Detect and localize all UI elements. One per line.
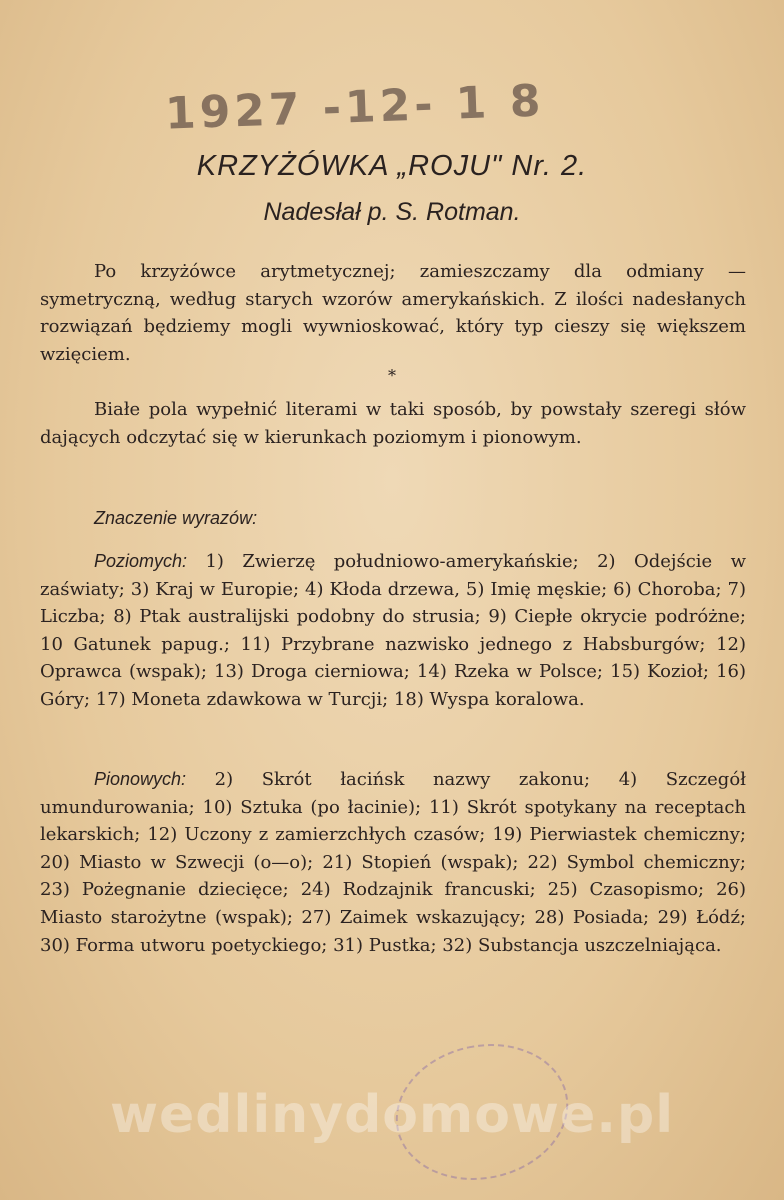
handwritten-date-note: 1927 -12- 1 8: [164, 75, 546, 140]
author-line: Nadesłał p. S. Rotman.: [263, 198, 521, 226]
intro-text: Po krzyżówce arytmetycznej; zamieszczamy dla odmiany — symetryczną, według starych wzorów amerykańskich. Z ilości nadesłanych rozwiązań będziemy mogli wywnioskować, który typ cieszy się większem wzięciem.: [40, 261, 746, 365]
vertical-clues: [40, 766, 746, 959]
meanings-heading: Znaczenie wyrazów:: [94, 508, 258, 528]
horizontal-label: Poziomych:: [94, 551, 188, 571]
vertical-clues-text: 2) Skrót łacińsk nazwy zakonu; 4) Szczegół umundurowania; 10) Sztuka (po łacinie); 11) Skrót spotykany na receptach lekarskich; 12) Uczony z zamierzchłych czasów; 19) Pierwiastek chemiczny; 20) Miasto w Szwecji (o—o); 21) Stopień (wspak); 22) Symbol chemiczny; 23) Pożegnanie dziecięce; 24) Rodzajnik francuski; 25) Czasopismo; 26) Miasto starożytne (wspak); 27) Zaimek wskazujący; 28) Posiada; 29) Łódź; 30) Forma utworu poetyckiego; 31) Pustka; 32) Substancja uszczelniająca.: [40, 769, 746, 956]
instructions-paragraph: [40, 396, 746, 451]
intro-paragraph: [40, 258, 746, 368]
horizontal-clues: [40, 548, 746, 714]
separator-star: *: [388, 366, 396, 385]
vertical-label: Pionowych:: [94, 769, 187, 789]
page-title: KRZYŻÓWKA „ROJU" Nr. 2.: [196, 150, 588, 182]
watermark-text: wedlinydomowe.pl: [109, 1085, 675, 1145]
instructions-text: Białe pola wypełnić literami w taki sposób, by powstały szeregi słów dających odczytać się w kierunkach poziomym i pionowym.: [40, 399, 746, 448]
horizontal-clues-text: 1) Zwierzę południowo-amerykańskie; 2) Odejście w zaświaty; 3) Kraj w Europie; 4) Kłoda drzewa, 5) Imię męskie; 6) Choroba; 7) Liczba; 8) Ptak australijski podobny do strusia; 9) Ciepłe okrycie podróżne; 10 Gatunek papug.; 11) Przybrane nazwisko jednego z Habsburgów; 12) Oprawca (wspak); 13) Droga cierniowa; 14) Rzeka w Polsce; 15) Kozioł; 16) Góry; 17) Moneta zdawkowa w Turcji; 18) Wyspa koralowa.: [40, 551, 746, 710]
